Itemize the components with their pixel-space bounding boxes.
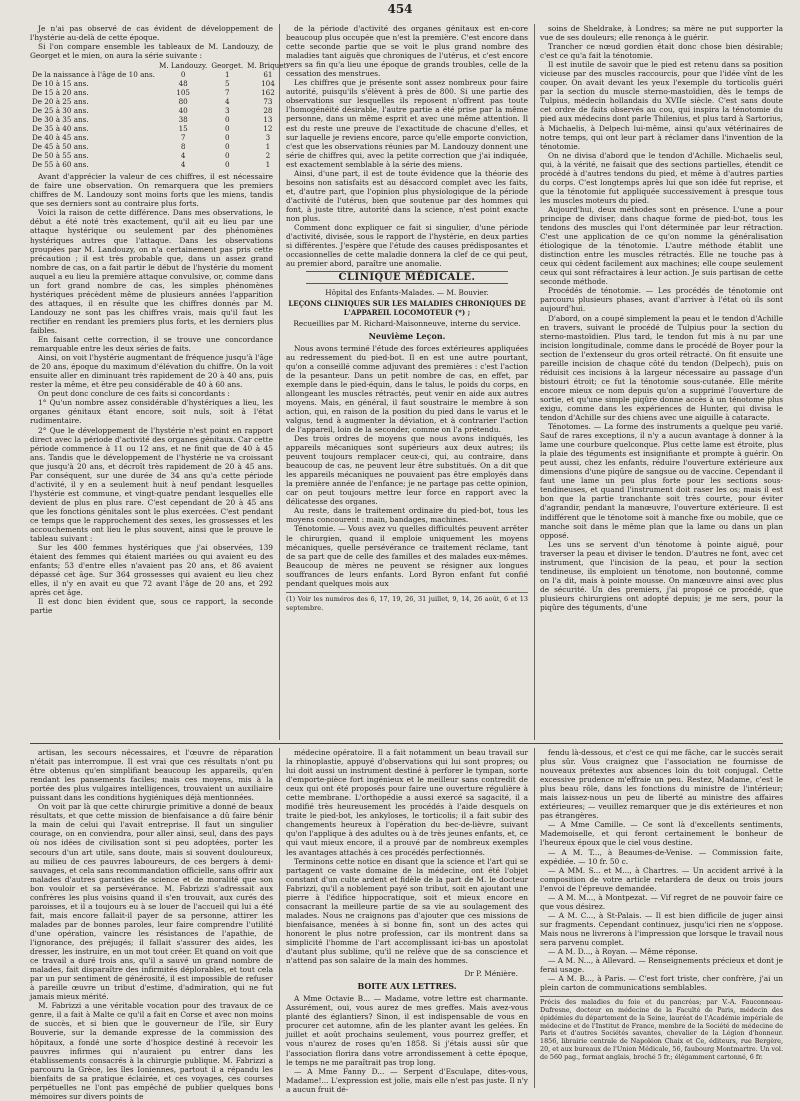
paragraph: — A Mme Fanny D... — Serpent d'Esculape, dites-vous, Madame!... L'expression est jolie, mais elle n'est pas juste. Il n'y a aucun fruit dé- [286, 1066, 528, 1094]
table-row [30, 79, 291, 88]
paragraph: Ainsi, d'une part, il est de toute évidence que la théorie des besoins non satisfaits est au désaccord complet avec les faits, et, d'autre part, que l'opinion plus physiologique de la période d'activité de l'utérus, bien que soutenue par des hommes qui font, à juste titre, autorité dans la science, n'est point exacte non plus. [286, 168, 528, 223]
table-cell: 0 [224, 115, 230, 125]
paragraph: — A M. D..., à Royan. — Même réponse. [548, 947, 698, 957]
table-cell: 4 [180, 151, 186, 161]
paragraph: Ténotomes. — La forme des instruments a quelque peu varié. Sauf de rares exceptions, il n'y a aucun avantage à donner à la lame une courbure quelconque. Plus cette lame est étroite, plus la plaie des téguments est insignifiante et prompte à guérir. On peut aussi, chez les enfants, réduire l'ouverture extérieure aux dimensions d'une piqûre de sangsue ou de vaccine. Cependant il faut une lame un peu plus forte pour les sections sous-tendineuses, et quand l'instrument doit raser les os; mais il est bon que la partie tranchante soit très courte, pour éviter d'agrandir, pendant la manœuvre, l'ouverture extérieure. Il est indifférent que le ténotome soit à manche fixe ou mobile, que ce manche soit dans le même plan que la lame ou dans un plan opposé. [540, 422, 783, 540]
table-cell: 4 [224, 97, 230, 107]
paragraph: Au reste, dans le traitement ordinaire du pied-bot, tous les moyens concourent : main, bandages, machines. [286, 506, 528, 525]
lecture-heading: LEÇONS CLINIQUES SUR LES MALADIES CHRONIQUES DE L'APPAREIL LOCOMOTEUR (*) ; [288, 299, 526, 318]
paragraph: A Mme Octavie B... — Madame, votre lettre est charmante. Assurément, oui, vous aurez de mes greffes. Mais avez-vous planté des églantiers? Sinon, il est indispensable de vous en procurer cet automne, afin de les planter avant les gelées. En juillet et août prochains seulement, vous pourrez greffer, et vous n'aurez de roses qu'en 1858. Si j'étais aussi sûr que l'association florira dans votre arrondissement à cette époque, le temps ne me paraîtrait pas trop long. [286, 994, 528, 1067]
table-cell: 1 [224, 70, 230, 80]
paragraph: de la période d'activité des organes génitaux est en-core beaucoup plus occupée que n'est la première. C'est encore dans cette seconde partie que se voit le plus grand nombre des maladies tant aiguës que chroniques de l'utérus, et c'est encore vers sa fin qu'a lieu une époque de grands troubles, celle de la cessation des menstrues. [286, 24, 528, 79]
paragraph: Les chiffres que je présente sont assez nombreux pour faire autorité, puisqu'ils s'élèvent à près de 800. Si une partie des observations sur lesquelles ils reposent n'offrent pas toute l'homogénéité désirable, l'autre partie a été prise par la même personne, dans un même esprit et avec une même attention. Il est du reste une preuve de l'exactitude de chacune d'elles, et sur laquelle je reviens encore, parce qu'elle emporte conviction, c'est que les observations réunies par M. Landouzy donnent une série de chiffres qui, avec la petite correction que j'ai indiquée, est exactement semblable à la série des miens. [286, 78, 528, 169]
table-cell: 3 [224, 106, 230, 116]
table-row [30, 97, 291, 106]
column-middle-top [286, 24, 528, 740]
paragraph: D'abord, on a coupé simplement la peau et le tendon d'Achille en travers, suivant le procédé de Tulpius pour la section du sterno-mastoïdien. Plus tard, le tendon fut mis à nu par une incision longitudinale, comme dans le procédé de Boyer pour la section de l'extenseur du gros orteil rétracté. On fit ensuite une pareille incision de chaque côté du tendon (Delpech), puis on réduisit ces incisions à la largeur nécessaire au passage d'un bistouri étroit; ce fut la ténotomie sous-cutanée. Elle mérite encore mieux ce nom depuis qu'on a supprimé l'ouverture de sortie, et qu'une simple piqûre donne accès à un ténotome plus exigu, comme dans les expériences de Hunter, qui divisa le tendon d'Achille sur des chiens avec une aiguille à cataracte. [540, 313, 783, 423]
table-row [30, 151, 291, 160]
paragraph: — A M. N..., à Allevard. — Renseignements précieux et dont je ferai usage. [540, 956, 783, 975]
table-cell: 0 [224, 124, 230, 134]
table-cell: De 10 à 15 ans. [32, 79, 89, 89]
column-divider [534, 748, 535, 1088]
table-cell: 12 [263, 124, 273, 134]
table-cell: 38 [178, 115, 188, 125]
paragraph: artisan, les secours nécessaires, et l'œuvre de réparation n'était pas interrompue. Il est vrai que ces résultats n'ont pu être obtenus qu'en simplifiant beaucoup les appareils, qu'en rendant les pansements faciles; mais ces moyens, mis à la portée des plus vulgaires intelligences, trouvaient un auxiliaire puissant dans les conditions hygiéniques déjà mentionnées. [30, 748, 273, 803]
paragraph: 2° Que le développement de l'hystérie n'est point en rapport direct avec la période d'activité des organes génitaux. Car cette période commence à 11 ou 12 ans, et ne finit que de 40 à 45 ans. Tandis que le développement de l'hystérie ne va croissant que jusqu'à 20 ans, et décroît très rapidement de 20 à 45 ans. Par conséquent, sur une durée de 34 ans qu'a cette période d'activité, il y en a seulement huit à neuf pendant lesquelles l'hystérie est commune, et vingt-quatre pendant lesquelles elle devient de plus en plus rare. C'est cependant de 20 à 45 ans que les fonctions génitales sont le plus exercées. C'est pendant ce temps que le rapprochement des sexes, les grossesses et les accouchements ont lieu le plus souvent, ainsi que le prouve le tableau suivant : [30, 425, 273, 544]
table-cell: 7 [224, 88, 230, 98]
table-row [30, 160, 291, 169]
table-cell: De 20 à 25 ans. [32, 97, 89, 107]
table-header [30, 61, 157, 70]
column-right-top [540, 24, 783, 740]
paragraph: Ténotomie. — Vous avez vu quelles difficultés peuvent arrêter le chirurgien, quand il emploie uniquement les moyens mécaniques, quelle persévérance ce traitement réclame, tant de sa part que de celle des familles et des malades eux-mêmes. Beaucoup de mères ne peuvent se résigner aux longues souffrances de leurs enfants. Lord Byron enfant fut confié pendant quelques mois aux [286, 524, 528, 588]
table-cell: 1 [265, 142, 271, 152]
column-divider [279, 748, 280, 1088]
paragraph: — A M. M..., à Montpezat. — Vif regret de ne pouvoir faire ce que vous désirez. [540, 892, 783, 911]
feuilleton-divider [30, 743, 783, 744]
table-cell: 4 [180, 160, 186, 170]
paragraph: Si l'on compare ensemble les tableaux de M. Landouzy, de Georget et le mien, on aura la série suivante : [30, 42, 273, 61]
table-header: M. Briquet. [247, 61, 289, 71]
paragraph: Il est inutile de savoir que le pied est retenu dans sa position vicieuse par des muscles raccourcis, pour que l'idée vînt de les couper. On avait devant les yeux l'exemple du torticolis guéri par la section du muscle sterno-mastoïdien, dès le temps de Tulpius, médecin hollandais du XVIIe siècle. C'est sans doute cet ordre de faits observés au cou, qui inspira la ténotomie du pied aux médecins dont parle Thilenius, et plus tard à Sartorius, à Michaelis, à Delpech lui-même, ainsi qu'aux vétérinaires de notre temps, qui ont leur part à réclamer dans l'invention de la ténotomie. [540, 60, 783, 151]
table-cell: 80 [178, 97, 188, 107]
table-header: Georget. [211, 61, 244, 71]
paragraph: Comment donc expliquer ce fait si singulier, d'une période d'activité, divisée, sous le rapport de l'hystérie, en deux parties si différentes. J'espère que l'étude des causes prédisposantes et occasionnelles de cette maladie donnera la clef de ce qui peut, au premier abord, paraître une anomalie. [286, 223, 528, 269]
page-number: 454 [387, 2, 413, 16]
table-cell: 0 [224, 160, 230, 170]
table-header: M. Landouzy. [158, 61, 208, 71]
paragraph: soins de Sheldrake, à Londres; sa mère ne put supporter la vue de ses douleurs; elle renonça à le guérir. [540, 24, 783, 43]
paragraph: fendu là-dessous, et c'est ce qui me fâche, car le succès serait plus sûr. Vous craignez que l'association ne fournisse de nouveaux prétextes aux absences loin du toit conjugal. Cette excessive prudence m'effraie un peu. Restez, Madame, c'est le plus beau rôle, dans les fonctions du ministre de l'intérieur; mais laissez-nous un peu de liberté au ministre des affaires extérieures; — veuillez remarquer que je dis extérieures et non pas étrangères. [540, 748, 783, 821]
paragraph: — A M. C..., à St-Palais. — Il est bien difficile de juger ainsi sur fragments. Cependant continuez, jusqu'ici rien ne s'oppose. Mais nous ne livrerons à l'impression que lorsque le travail nous sera parvenu complet. [540, 910, 783, 947]
column-left-top [30, 24, 289, 740]
table-cell: 0 [224, 151, 230, 161]
lesson-title: Neuvième Leçon. [368, 330, 446, 341]
paragraph: Les uns se servent d'un ténotome à pointe aiguë, pour traverser la peau et diviser le tendon. D'autres ne font, avec cet instrument, que l'incision de la peau, et pour la section tendineuse, ils emploient un ténotome, non boutonné, comme on l'a dit, mais à pointe mousse. On manœuvre ainsi avec plus de sécurité. Un des premiers, j'ai proposé ce procédé, que plusieurs chirurgiens ont adopté depuis; je me sers, pour la piqûre des téguments, d'une [540, 539, 783, 612]
paragraph: Procédés de ténotomie. — Les procédés de ténotomie ont parcouru plusieurs phases, avant d'arriver à l'état où ils sont aujourd'hui. [540, 286, 783, 314]
column-right-bottom [540, 748, 783, 1088]
table-cell: 0 [224, 142, 230, 152]
column-middle-bottom [286, 748, 528, 1094]
table-cell: 40 [178, 106, 188, 116]
paragraph: Voici la raison de cette différence. Dans mes observations, le début a été noté très exactement, qu'il ait eu lieu par une attaque hystérique ou seulement par des phénomènes hystériques autres que l'attaque. Dans les observations groupées par M. Landouzy, on n'a certainement pas pris cette précaution ; il est très probable que, dans un assez grand nombre de cas, on a fait partir le début de l'hystérie du moment auquel a eu lieu la première attaque convulsive, or, comme dans un fort grand nombre de cas, les simples phénomènes hystériques précèdent même de plusieurs années l'apparition des attaques, il en résulte que les chiffres donnés par M. Landouzy ne sont pas les chiffres vrais, mais qu'il faut les rectifier en rendant les premiers plus forts, et les derniers plus faibles. [30, 208, 273, 335]
column-divider [279, 24, 280, 740]
table-cell: De 45 à 50 ans. [32, 142, 89, 152]
table-cell: 0 [180, 70, 186, 80]
table-cell: 3 [265, 133, 271, 143]
paragraph: — A M. B..., à Paris. — C'est fort triste, cher confrère, j'ai un plein carton de communications semblables. [540, 974, 783, 993]
column-divider [534, 24, 535, 740]
paragraph: Sur les 400 femmes hystériques que j'ai observées, 139 étaient des femmes qui étaient mariées ou qui avaient eu des enfants; 53 d'entre elles n'avaient pas 20 ans, et 86 avaient dépassé cet âge. Sur 364 grossesses qui avaient eu lieu chez elles, il n'y en avait eu que 72 avant l'âge de 20 ans, et 292 après cet âge. [30, 543, 273, 598]
table-cell: 13 [263, 115, 273, 125]
table-cell: 28 [263, 106, 273, 116]
table-row [30, 133, 291, 142]
table-header-row [30, 61, 291, 70]
letters-box-title: BOITE AUX LETTRES. [357, 981, 457, 992]
paragraph: M. Fabrizzi a une véritable vocation pour des travaux de ce genre, il a fait à Malte ce qu'il a fait en Corse et avec non moins de succès, et si bien que le gouverneur de l'île, sir Eury Bouverie, sur la demande expresse de la commission des hôpitaux, a fondé une sorte d'hospice destiné à recevoir les pauvres infirmes qui n'auraient pu entrer dans les établissements consacrés à la chirurgie publique. M. Fabrizzi a parcouru la Grèce, les îles Ioniennes, partout il a répandu les bienfaits de sa pratique éclairée, et ces voyages, ces courses perpétuelles ne l'ont pas empêché de publier quelques bons mémoires sur divers points de [30, 1001, 273, 1101]
paragraph: Des trois ordres de moyens que nous avons indiqués, les appareils mécaniques sont supérieurs aux deux autres; ils peuvent toujours remplacer ceux-ci, qui, au contraire, dans beaucoup de cas, ne peuvent leur être substitués. On a dit que les appareils mécaniques ne pouvaient pas être employés dans la première année de l'enfance; je ne partage pas cette opinion, car on peut toujours mettre leur force en rapport avec la délicatesse des organes. [286, 434, 528, 507]
table-cell: 1 [265, 160, 271, 170]
table-cell: 7 [180, 133, 186, 143]
table-cell: 2 [265, 151, 271, 161]
table-cell: 105 [176, 88, 190, 98]
paragraph: On voit par là que cette chirurgie primitive a donné de beaux résultats, et que cette mission de bienfaisance a dû faire bénir la main de celui qui l'avait entreprise. Il faut un singulier courage, on en conviendra, pour aller ainsi, seul, dans des pays où nos idées de civilisation sont si peu adoptées, porter les secours d'un art utile, sans doute, mais si souvent douloureux, au milieu de ces pauvres laboureurs, de ces bergers à demi-sauvages, et cela sans recommandation officielle, sans offrir aux malades d'autres garanties de science et de moralité que son bon vouloir et sa persévérance. M. Fabrizzi s'adressait aux confrères les plus voisins quand il s'en trouvait, aux curés des paroisses, et il a toujours eu à se louer de l'accueil qui lui a été fait, mais encore fallait-il payer de sa personne, attirer les malades par de bonnes paroles, leur faire comprendre l'utilité d'une opération, vaincre les résistances de l'apathie, de l'ignorance, des préjugés; il fallait s'assurer des aides, les dresser, les instruire, en un mot tout créer. Et quand on voit que ce travail a duré trois ans, qu'il a sauvé un grand nombre de malades, fait disparaître des infirmités déplorables, et tout cela par un pur sentiment de générosité, il est impossible de refuser à pareille œuvre un tribut d'estime, d'admiration, qui ne fut jamais mieux mérité. [30, 802, 273, 1002]
paragraph: 1° Qu'un nombre assez considérable d'hystériques a lieu, les organes génitaux étant encore, soit nuls, soit à l'état rudimentaire. [30, 398, 273, 426]
column-left-bottom [30, 748, 273, 1101]
age-statistics-table [30, 61, 291, 169]
table-cell: 5 [224, 79, 230, 89]
table-cell: 15 [178, 124, 188, 134]
paragraph: — A MM. S... et M..., à Chartres. — Un accident arrivé à la composition de votre article retardera de deux ou trois jours l'envoi de l'épreuve demandée. [540, 865, 783, 893]
collected-by: Recueillies par M. Richard-Maisonneuve, interne du service. [293, 319, 521, 329]
book-notice: Précis des maladies du foie et du pancréas; par V.-A. Fauconneau-Dufresne, docteur en médecine de la Faculté de Paris, médecin des épidémies du département de la Seine, lauréat de l'Académie impériale de médecine et de l'Institut de France, membre de la Société de médecine de Paris et d'autres Sociétés savantes, chevalier de la Légion d'honneur. 1856, librairie centrale de Napoléon Chaix et Ce, éditeurs, rue Bergère, 20, et aux bureaux de l'Union Médicale, 56, faubourg Montmartre. Un vol. de 560 pag., format anglais, broché 5 fr.; élégamment cartonné, 6 fr. [540, 998, 783, 1061]
paragraph: Terminons cette notice en disant que la science et l'art qui se partagent ce vaste domaine de la médecine, ont été l'objet constant d'un culte ardent et fidèle de la part de M. le docteur Fabrizzi, qu'il a noblement payé son tribut, soit en ajoutant une pierre à l'édifice hippocratique, soit et mieux encore en consacrant la meilleure partie de sa vie au soulagement des malades. Nous ne craignons pas d'ajouter que ces missions de bienfaisance, menées à si bonne fin, sont un des actes qui honorent le plus notre profession, car ils montrent dans sa simplicité l'homme de l'art accomplissant ici-bas un apostolat d'autant plus sublime, qu'il ne relève que de sa conscience et n'attend pas son salaire de la main des hommes. [286, 856, 528, 966]
paragraph: Aujourd'hui, deux méthodes sont en présence. L'une a pour principe de diviser, dans chaque forme de pied-bot, tous les tendons des muscles qui l'ont déterminée par leur rétraction. C'est une application de ce qu'on nomme la généralisation étiologique de la ténotomie. L'autre méthode établit une distinction entre les muscles rétractés. Elle ne touche pas à ceux qui cèdent facilement aux machines; elle coupe seulement ceux qui sont réfractaires à leur action. Je suis partisan de cette seconde méthode. [540, 204, 783, 287]
table-row [30, 115, 291, 124]
table-cell: 61 [263, 70, 273, 80]
paragraph: Nous avons terminé l'étude des forces extérieures appliquées au redressement du pied-bot. Il en est une autre pourtant, qu'on a conseillé comme adjuvant des premières : c'est l'action de la pesanteur. Dans un petit nombre de cas, en effet, par exemple dans le pied-équin, dans le talus, le poids du corps, en allongeant les muscles rétractés, peut venir en aide aux autres moyens. Mais, en général, il faut soustraire le membre à son action, qui, en raison de la position du pied dans le varus et le valgus, tend à augmenter la déviation, et à contrarier l'action de l'appareil, loin de la seconder, comme on l'a prétendu. [286, 343, 528, 434]
table-row [30, 70, 291, 79]
table-cell: De 25 à 30 ans. [32, 106, 89, 116]
table-cell: De 40 à 45 ans. [32, 133, 89, 143]
signature: Dr P. Ménière. [464, 969, 518, 979]
paragraph: On peut donc conclure de ces faits si concordants : [38, 389, 230, 399]
table-row [30, 88, 291, 97]
table-cell: 73 [263, 97, 273, 107]
paragraph: Avant d'apprécier la valeur de ces chiffres, il est nécessaire de faire une observation. On remarquera que les premiers chiffres de M. Landouzy sont moins forts que les miens, tandis que ses derniers sont au contraire plus forts. [30, 172, 273, 209]
table-cell: 104 [261, 79, 275, 89]
table-cell: 0 [224, 133, 230, 143]
table-row [30, 142, 291, 151]
table-cell: De 30 à 35 ans. [32, 115, 89, 125]
section-title: CLINIQUE MÉDICALE. [306, 271, 508, 284]
paragraph: — A Mme Camille. — Ce sont là d'excellents sentiments, Mademoiselle, et qui feront certainement le bonheur de l'heureux époux que le ciel vous destine. [540, 820, 783, 848]
table-cell: 48 [178, 79, 188, 89]
table-cell: 162 [261, 88, 275, 98]
paragraph: médecine opératoire. Il a fait notamment un beau travail sur la rhinoplastie, appuyé d'observations qui lui sont propres; ou lui doit aussi un instrument destiné à perforer le tympan, sorte d'emporte-pièce fort ingénieux et le meilleur sans contredit de ceux qui ont été proposés pour faire une ouverture régulière à cette membrane. L'orthopédie a aussi exercé sa sagacité, il a modifié très heureusement les procédés à l'aide desquels on traite le pied-bot, les ankyloses, le torticolis; il a fait subir des changements heureux à l'opération du bec-de-lièvre, suivant qu'on l'applique à des adultes ou à de très jeunes enfants, et, ce qui vaut mieux encore, il a prouvé par de nombreux exemples les avantages attachés à ces procédés perfectionnés. [286, 748, 528, 857]
table-cell: De 15 à 20 ans. [32, 88, 89, 98]
table-cell: 8 [180, 142, 186, 152]
paragraph: — A M. T..., à Beaumes-de-Venise. — Commission faite, expédiée. — 10 fr. 50 c. [540, 847, 783, 866]
table-cell: De 55 à 60 ans. [32, 160, 89, 170]
table-row [30, 106, 291, 115]
paragraph: On ne divisa d'abord que le tendon d'Achille. Michaelis seul, qui, à la vérité, ne faisait que des sections partielles, étendit ce procédé à d'autres tendons du pied, et même à d'autres parties du corps. C'est longtemps après lui que son idée fut reprise, et que la ténotomie fut appliquée successivement à presque tous les muscles moteurs du pied. [540, 150, 783, 205]
paragraph: Trancher ce nœud gordien était donc chose bien désirable; c'est ce qu'a fait la ténotomie. [540, 42, 783, 61]
hospital-line: Hôpital des Enfants-Malades. — M. Bouvier. [325, 288, 489, 298]
paragraph: Je n'ai pas observé de cas évident de développement de l'hystérie au-delà de cette époque. [30, 24, 273, 43]
paragraph: Il est donc bien évident que, sous ce rapport, la seconde partie [30, 597, 273, 616]
paragraph: En faisant cette correction, il se trouve une concordance remarquable entre les deux séries de faits. [30, 335, 273, 354]
table-cell: De 35 à 40 ans. [32, 124, 89, 134]
table-cell: De la naissance à l'âge de 10 ans. [32, 70, 155, 80]
footnote: (1) Voir les numéros des 6, 17, 19, 26, 31 juillet, 9, 14, 26 août, 6 et 13 septembre. [286, 592, 528, 613]
table-row [30, 124, 291, 133]
table-cell: De 50 à 55 ans. [32, 151, 89, 161]
paragraph: Ainsi, on voit l'hystérie augmentant de fréquence jusqu'à l'âge de 20 ans, époque du maximum d'élévation du chiffre. On la voit ensuite aller en diminuant très rapidement de 20 à 40 ans, puis rester la même, et être peu considérable de 40 à 60 ans. [30, 353, 273, 390]
